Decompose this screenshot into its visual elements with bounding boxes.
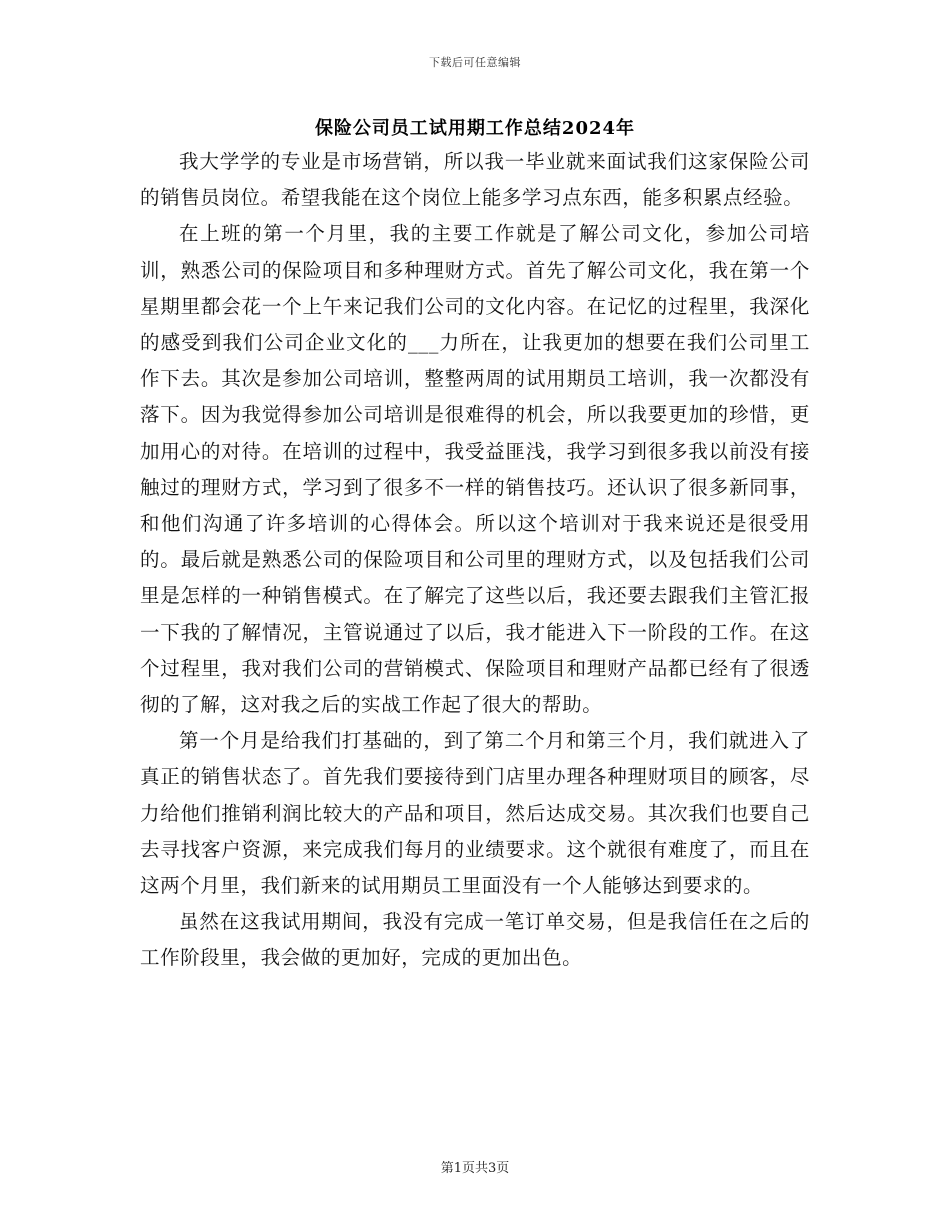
document-title: 保险公司员工试用期工作总结2024年 <box>314 118 636 139</box>
page-header-note: 下载后可任意编辑 <box>429 56 521 69</box>
paragraph-2: 在上班的第一个月里，我的主要工作就是了解公司文化，参加公司培训，熟悉公司的保险项目和多种理财方式。首先了解公司文化，我在第一个星期里都会花一个上午来记我们公司的文化内容。在记忆的过程里，我深化的感受到我们公司企业文化的___力所在，让我更加的想要在我们公司里工作下去。其次是参加公司培训，整整两周的试用期员工培训，我一次都没有落下。因为我觉得参加公司培训是很难得的机会，所以我要更加的珍惜，更加用心的对待。在培训的过程中，我受益匪浅，我学习到很多我以前没有接触过的理财方式，学习到了很多不一样的销售技巧。还认识了很多新同事，和他们沟通了许多培训的心得体会。所以这个培训对于我来说还是很受用的。最后就是熟悉公司的保险项目和公司里的理财方式，以及包括我们公司里是怎样的一种销售模式。在了解完了这些以后，我还要去跟我们主管汇报一下我的了解情况，主管说通过了以后，我才能进入下一阶段的工作。在这个过程里，我对我们公司的营销模式、保险项目和理财产品都已经有了很透彻的了解，这对我之后的实战工作起了很大的帮助。 <box>140 222 810 717</box>
page-number: 第1页共3页 <box>440 1161 510 1176</box>
paragraph-4: 虽然在这我试用期间，我没有完成一笔订单交易，但是我信任在之后的工作阶段里，我会做的更加好，完成的更加出色。 <box>140 910 810 970</box>
paragraph-1: 我大学学的专业是市场营销，所以我一毕业就来面试我们这家保险公司的销售员岗位。希望我能在这个岗位上能多学习点东西，能多积累点经验。 <box>140 150 810 210</box>
paragraph-3: 第一个月是给我们打基础的，到了第二个月和第三个月，我们就进入了真正的销售状态了。首先我们要接待到门店里办理各种理财项目的顾客，尽力给他们推销利润比较大的产品和项目，然后达成交易。其次我们也要自己去寻找客户资源，来完成我们每月的业绩要求。这个就很有难度了，而且在这两个月里，我们新来的试用期员工里面没有一个人能够达到要求的。 <box>140 729 810 898</box>
document-body <box>140 144 810 977</box>
